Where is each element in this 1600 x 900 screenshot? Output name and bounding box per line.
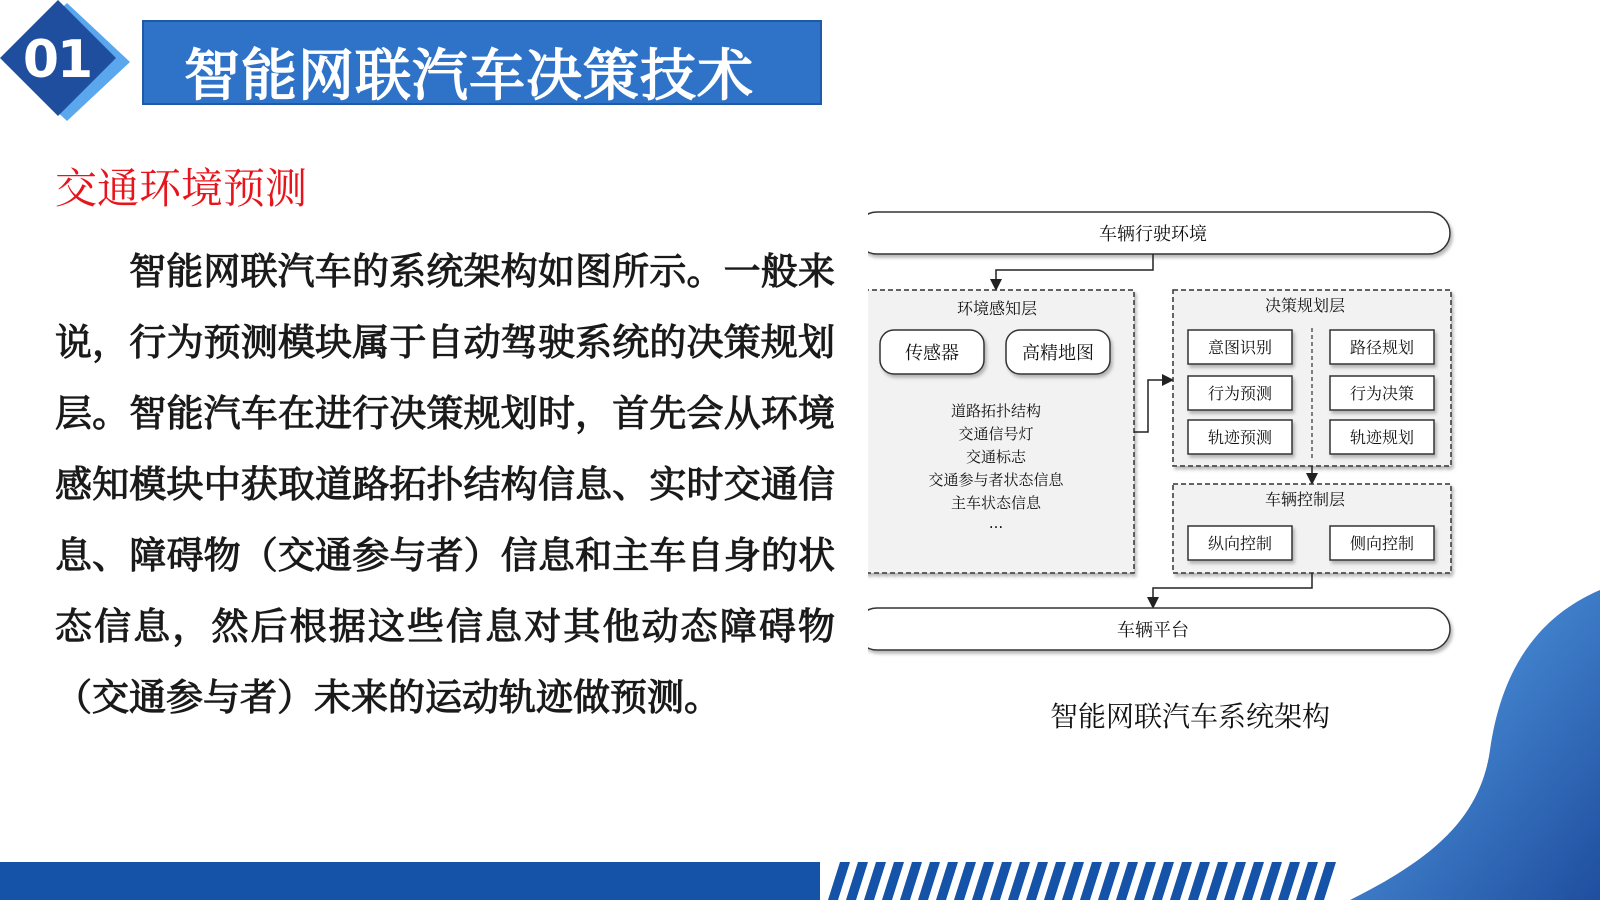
body-paragraph: 智能网联汽车的系统架构如图所示。一般来说，行为预测模块属于自动驾驶系统的决策规划层。智能汽车在进行决策规划时，首先会从环境感知模块中获取道路拓扑结构信息、实时交通信息、障碍物（交通参与者）信息和主车自身的状态信息，然后根据这些信息对其他动态障碍物（交通参与者）未来的运动轨迹做预测。 <box>55 250 835 719</box>
bottom-stripe <box>0 860 1600 900</box>
sensor-label: 传感器 <box>905 343 959 364</box>
hd-map-label: 高精地图 <box>1022 343 1094 364</box>
page-title: 智能网联汽车决策技术 <box>184 44 754 109</box>
decision-right-label: 路径规划 <box>1349 338 1415 357</box>
driving-environment-label: 车辆行驶环境 <box>1099 224 1207 245</box>
perception-item: 道路拓扑结构 <box>950 402 1042 420</box>
connector-control-platform <box>1153 573 1312 606</box>
connector-top <box>996 254 1153 288</box>
section-subtitle: 交通环境预测 <box>55 164 308 213</box>
decision-right-label: 轨迹规划 <box>1349 428 1415 447</box>
perception-item: 交通参与者状态信息 <box>928 471 1064 489</box>
decision-left-label: 意图识别 <box>1207 338 1273 357</box>
decision-title: 决策规划层 <box>1264 296 1346 315</box>
corner-decoration <box>1340 590 1600 900</box>
control-right-label: 侧向控制 <box>1349 534 1415 553</box>
control-title: 车辆控制层 <box>1264 490 1346 509</box>
decision-left-label: 行为预测 <box>1207 384 1273 403</box>
perception-item: 交通信号灯 <box>958 425 1034 443</box>
vehicle-platform-label: 车辆平台 <box>1117 620 1189 641</box>
connector-perception-decision <box>1134 380 1171 432</box>
perception-item: 主车状态信息 <box>950 494 1042 512</box>
perception-item: ... <box>988 514 1004 532</box>
perception-title: 环境感知层 <box>956 299 1038 318</box>
perception-item: 交通标志 <box>965 448 1027 466</box>
section-number: 01 <box>22 30 92 90</box>
control-left-label: 纵向控制 <box>1207 534 1273 553</box>
decision-right-label: 行为决策 <box>1349 384 1415 403</box>
diagram-caption: 智能网联汽车系统架构 <box>1049 700 1330 733</box>
title-bar <box>142 20 822 109</box>
decision-left-label: 轨迹预测 <box>1207 428 1273 447</box>
